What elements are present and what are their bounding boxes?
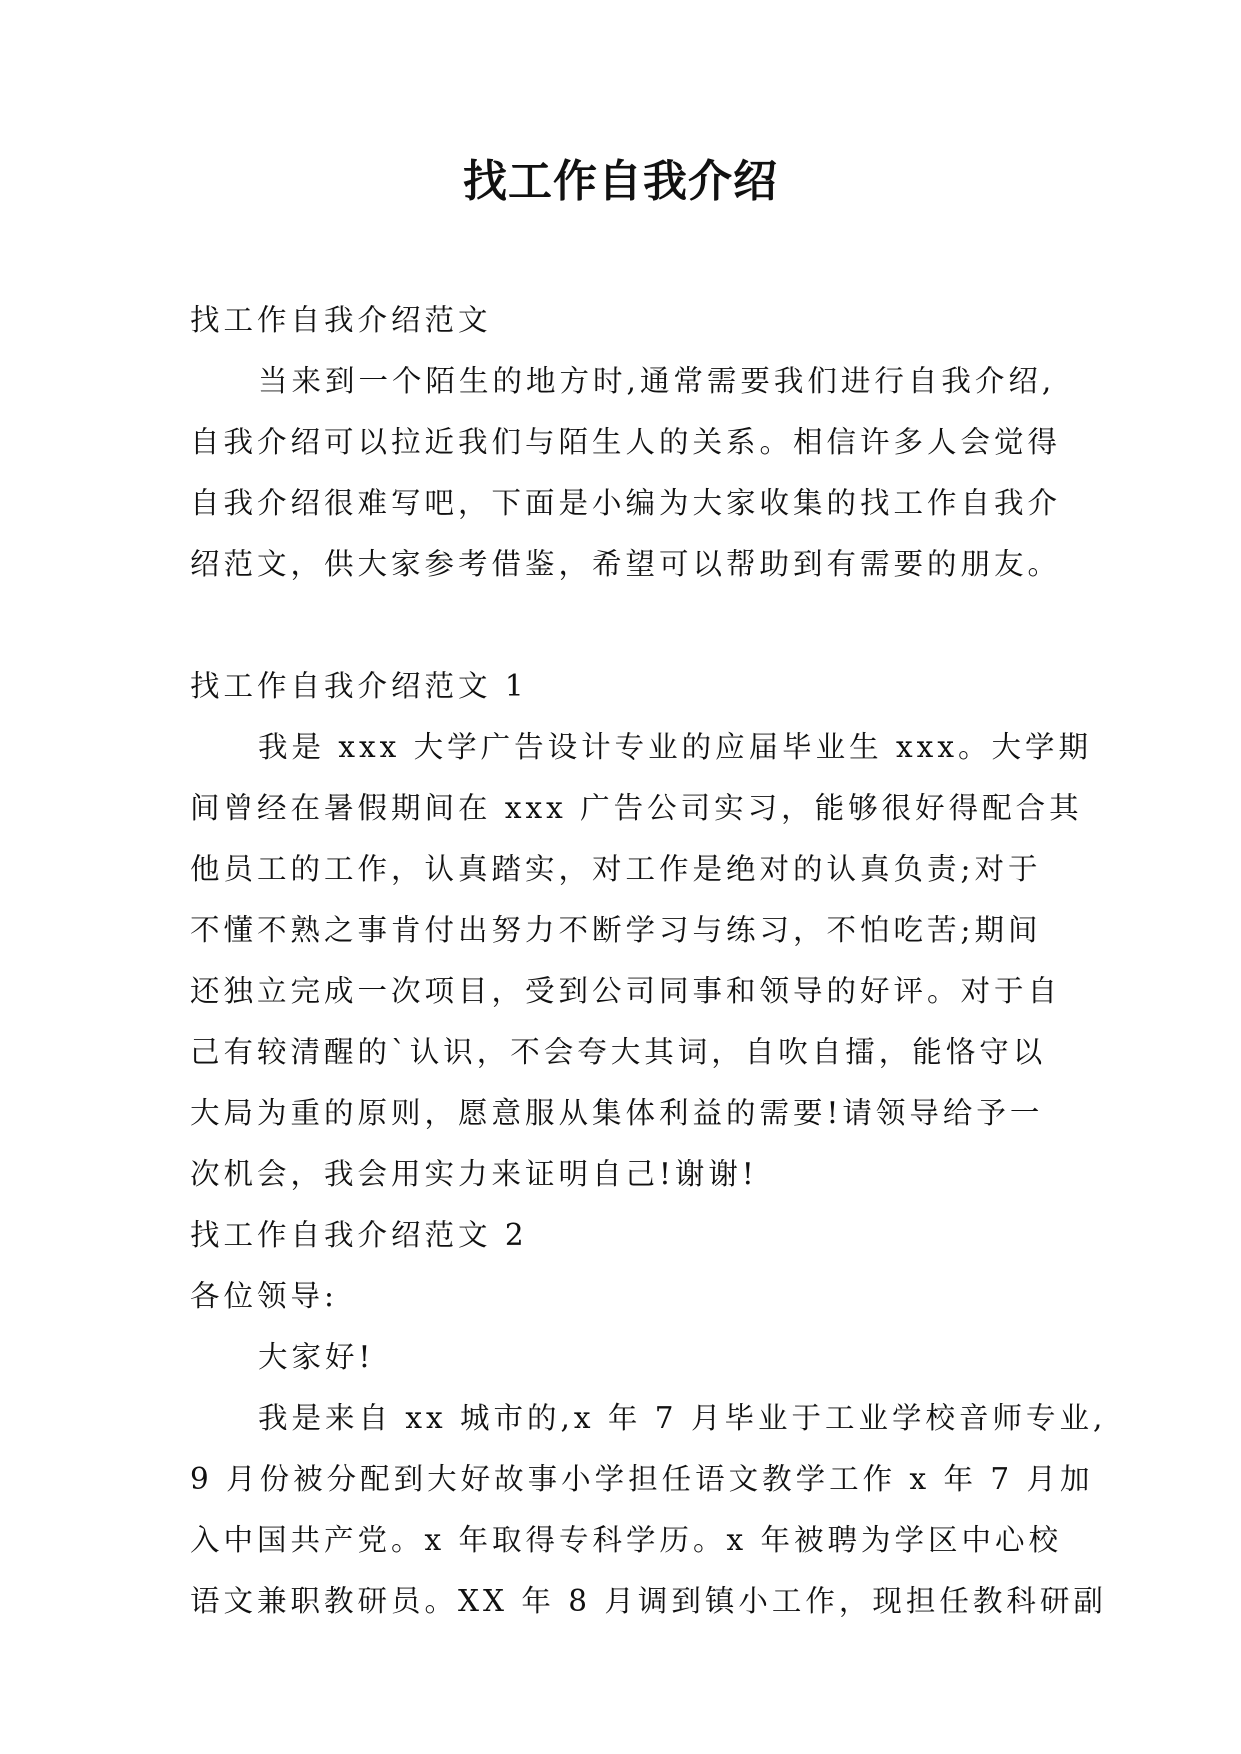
paragraph-line: 不懂不熟之事肯付出努力不断学习与练习，不怕吃苦;期间 xyxy=(190,913,1042,947)
section-heading: 找工作自我介绍范文 1 xyxy=(190,669,528,703)
paragraph-line: 9 月份被分配到大好故事小学担任语文教学工作 x 年 7 月加 xyxy=(190,1462,1094,1496)
paragraph-line: 大局为重的原则，愿意服从集体利益的需要!请领导给予一 xyxy=(190,1096,1044,1130)
blank-line xyxy=(190,595,1060,656)
paragraph-line: 我是来自 xx 城市的,x 年 7 月毕业于工业学校音师专业, xyxy=(258,1401,1107,1435)
paragraph-line: 入中国共产党。x 年取得专科学历。x 年被聘为学区中心校 xyxy=(190,1523,1063,1557)
paragraph-line: 我是 xxx 大学广告设计专业的应届毕业生 xxx。大学期 xyxy=(258,730,1092,764)
paragraph-line: 自我介绍很难写吧，下面是小编为大家收集的找工作自我介 xyxy=(190,486,1062,520)
paragraph-line: 他员工的工作，认真踏实，对工作是绝对的认真负责;对于 xyxy=(190,852,1042,886)
document-title: 找工作自我介绍 xyxy=(463,156,778,207)
section-heading: 找工作自我介绍范文 xyxy=(190,303,492,337)
salutation: 各位领导: xyxy=(190,1279,338,1313)
paragraph-line: 绍范文，供大家参考借鉴，希望可以帮助到有需要的朋友。 xyxy=(190,547,1062,581)
paragraph-line: 己有较清醒的`认识，不会夸大其词，自吹自擂，能恪守以 xyxy=(190,1035,1047,1069)
paragraph-line: 还独立完成一次项目，受到公司同事和领导的好评。对于自 xyxy=(190,974,1062,1008)
document-body xyxy=(190,290,1107,1632)
paragraph-line: 自我介绍可以拉近我们与陌生人的关系。相信许多人会觉得 xyxy=(190,425,1062,459)
greeting: 大家好! xyxy=(258,1340,375,1374)
section-heading: 找工作自我介绍范文 2 xyxy=(190,1218,528,1252)
paragraph-line: 语文兼职教研员。XX 年 8 月调到镇小工作，现担任教科研副 xyxy=(190,1584,1107,1618)
paragraph-line: 当来到一个陌生的地方时,通常需要我们进行自我介绍, xyxy=(258,364,1056,398)
paragraph-line: 次机会，我会用实力来证明自己!谢谢! xyxy=(190,1157,758,1191)
paragraph-line: 间曾经在暑假期间在 xxx 广告公司实习，能够很好得配合其 xyxy=(190,791,1083,825)
